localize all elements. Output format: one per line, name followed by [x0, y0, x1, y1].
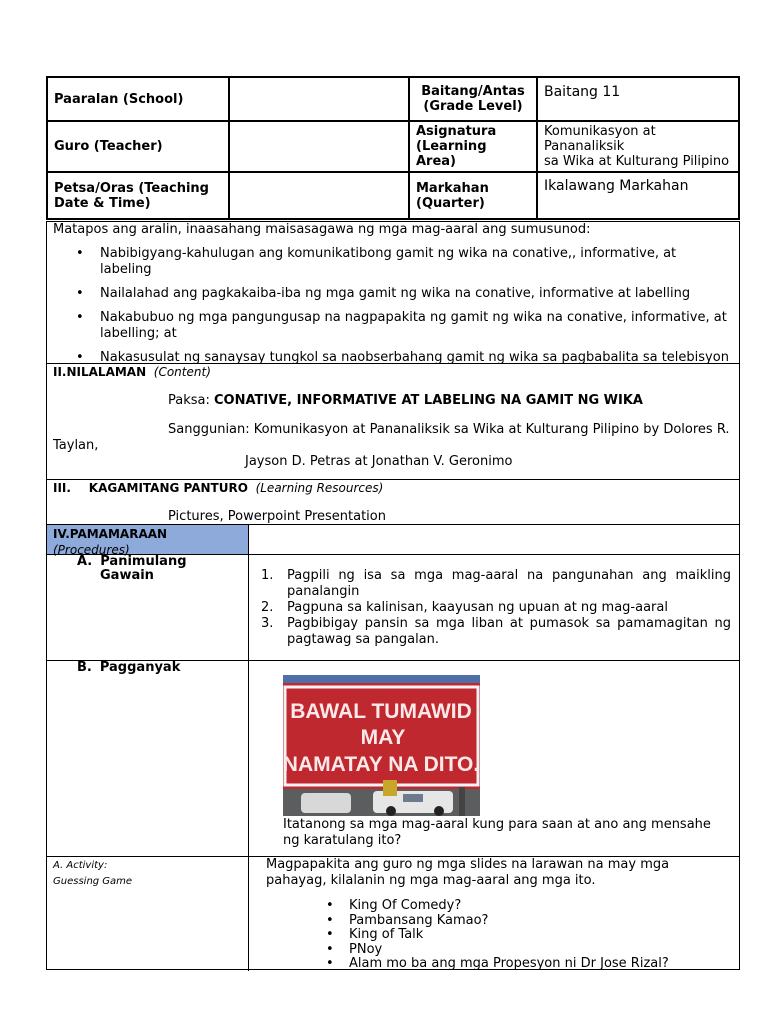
quarter-label: Markahan (Quarter) [409, 172, 537, 219]
sign-photo-graphic [283, 675, 480, 816]
area-label: Asignatura (Learning Area) [409, 121, 537, 172]
grade-value: Baitang 11 [537, 77, 739, 121]
list-item: • King of Talk [266, 928, 733, 943]
quarter-value: Ikalawang Markahan [537, 172, 739, 219]
teacher-value [229, 121, 409, 172]
list-item: 3. Pagbibigay pansin sa mga liban at pumasok sa pamamagitan ng pagtawag sa pangalan. [261, 616, 731, 647]
reference-line: Sanggunian: Komunikasyon at Pananaliksik sa Wika at Kulturang Pilipino by Dolores R. [168, 422, 730, 437]
list-item: • Nakabubuo ng mga pangungusap na nagpapakita ng gamit ng wika na conative, informative, at labelling; at [47, 310, 739, 342]
panimulang-gawain-list [249, 568, 739, 648]
list-item: • Pambansang Kamao? [266, 914, 733, 929]
content-section [47, 365, 739, 470]
date-label: Petsa/Oras (Teaching Date & Time) [47, 172, 229, 219]
pagganyak-question: Itatanong sa mga mag-aaral kung para saan at ano ang mensahe ng karatulang ito? [283, 817, 711, 848]
school-label: Paaralan (School) [47, 77, 229, 121]
resources-value: Pictures, Powerpoint Presentation [168, 509, 386, 524]
pagganyak-label: B. Pagganyak [77, 660, 181, 675]
reference-authors: Jayson D. Petras at Jonathan V. Geronimo [245, 454, 513, 469]
panimulang-gawain-label: A. Panimulang Gawain [77, 554, 187, 583]
grade-label: Baitang/Antas (Grade Level) [409, 77, 537, 121]
sign-line-2: MAY [360, 726, 406, 749]
list-item: • Nailalahad ang pagkakaiba-iba ng mga gamit ng wika na conative, informative at labelling [47, 286, 739, 302]
teacher-label: Guro (Teacher) [47, 121, 229, 172]
list-item: • Alam mo ba ang mga Propesyon ni Dr Jose Rizal? [266, 957, 733, 972]
area-value: Komunikasyon at Pananaliksik sa Wika at Kulturang Pilipino [537, 121, 739, 172]
resources-heading: III. KAGAMITANG PANTURO (Learning Resources) [53, 481, 384, 495]
topic-line: Paksa: CONATIVE, INFORMATIVE AT LABELING NA GAMIT NG WIKA [168, 393, 643, 408]
resources-section [47, 480, 739, 525]
list-item: • Nakasusulat ng sanaysay tungkol sa naobserbahang gamit ng wika sa pagbabalita sa telebisyon [47, 350, 739, 366]
activity-label: A. Activity: Guessing Game [53, 860, 133, 887]
school-value [229, 77, 409, 121]
sign-line-3: NAMATAY NA DITO. [283, 753, 480, 776]
divider [47, 363, 739, 364]
activity-list [266, 899, 733, 972]
header-table [46, 76, 740, 220]
lesson-plan-body [46, 221, 740, 970]
list-item: • Nabibigyang-kahulugan ang komunikatibong gamit ng wika na conative,, informative, at labeling [47, 246, 739, 278]
list-item: 2. Pagpuna sa kalinisan, kaayusan ng upuan at ng mag-aaral [261, 600, 668, 615]
content-heading: II.NILALAMAN (Content) [53, 365, 211, 379]
procedures-heading-cell [47, 525, 248, 557]
date-value [229, 172, 409, 219]
sign-line-1: BAWAL TUMAWID [290, 700, 472, 723]
activity-text: Magpapakita ang guro ng mga slides na larawan na may mga pahayag, kilalanin ng mga mag-aaral ang mga ito. [266, 857, 670, 888]
sign-photo [283, 675, 480, 816]
objectives-list [47, 246, 739, 366]
reference-line-2: Taylan, [53, 438, 99, 453]
list-item: • King Of Comedy? [266, 899, 733, 914]
objectives-intro: Matapos ang aralin, inaasahang maisasagawa ng mga mag-aaral ang sumusunod: [53, 222, 591, 237]
procedures-heading: IV.PAMAMARAAN (Procedures) [53, 527, 168, 557]
list-item: • PNoy [266, 943, 733, 958]
objectives-section [47, 222, 739, 374]
list-item: 1. Pagpili ng isa sa mga mag-aaral na pangunahan ang maikling panalangin [261, 568, 731, 599]
